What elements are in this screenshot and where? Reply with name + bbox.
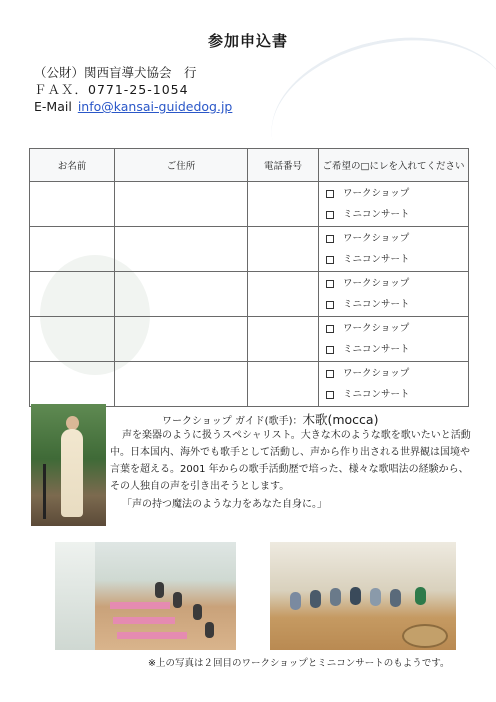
address-field[interactable] [115, 227, 248, 272]
table-row [30, 182, 469, 227]
phone-field[interactable] [248, 272, 319, 317]
yoga-mat [113, 617, 175, 624]
guide-name: 木歌(mocca) [302, 412, 379, 427]
workshop-photo [55, 542, 236, 650]
checkbox-icon[interactable] [326, 370, 334, 378]
option-label: ワークショップ [343, 278, 410, 289]
table-row [30, 317, 469, 362]
address-field[interactable] [115, 182, 248, 227]
concert-photo [270, 542, 456, 650]
workshop-guide-heading [162, 410, 378, 428]
audience-member [350, 587, 361, 605]
singer-head [66, 416, 79, 430]
participant [173, 592, 182, 608]
header-name: お名前 [30, 149, 115, 182]
option-label: ミニコンサート [343, 344, 410, 355]
audience-member [390, 589, 401, 607]
option-workshop[interactable] [320, 228, 467, 249]
choice-cell [319, 317, 469, 362]
guide-dog-bed [402, 624, 448, 648]
checkbox-icon[interactable] [326, 325, 334, 333]
name-field[interactable] [30, 227, 115, 272]
singer-figure [61, 429, 83, 517]
option-label: ミニコンサート [343, 254, 410, 265]
table-row [30, 272, 469, 317]
guide-quote: 「声の持つ魔法のような力をあなた自身に。」 [122, 499, 327, 510]
yoga-mat [117, 632, 187, 639]
participant [205, 622, 214, 638]
checkbox-icon[interactable] [326, 256, 334, 264]
participant [155, 582, 164, 598]
application-table [29, 148, 469, 407]
option-concert[interactable] [320, 249, 467, 270]
header-phone: 電話番号 [248, 149, 319, 182]
address-field[interactable] [115, 272, 248, 317]
email-link[interactable]: info@kansai-guidedog.jp [77, 99, 233, 114]
option-concert[interactable] [320, 204, 467, 225]
guide-label: ワークショップ ガイド(歌手)： [162, 416, 303, 427]
option-workshop[interactable] [320, 183, 467, 204]
option-label: ワークショップ [343, 188, 410, 199]
checkbox-icon[interactable] [326, 211, 334, 219]
participant [193, 604, 202, 620]
audience-member [290, 592, 301, 610]
choice-cell [319, 182, 469, 227]
option-workshop[interactable] [320, 318, 467, 339]
email-label: E-Mail [34, 99, 72, 114]
audience-member [370, 588, 381, 606]
checkbox-icon[interactable] [326, 280, 334, 288]
mic-stand [43, 464, 46, 519]
option-label: ワークショップ [343, 323, 410, 334]
checkbox-icon[interactable] [326, 235, 334, 243]
option-label: ミニコンサート [343, 389, 410, 400]
name-field[interactable] [30, 317, 115, 362]
recipient-fax: ＦＡＸ．0771-25-1054 [34, 82, 189, 97]
checkbox-icon[interactable] [326, 301, 334, 309]
checkbox-icon[interactable] [326, 391, 334, 399]
checkbox-icon[interactable] [326, 346, 334, 354]
phone-field[interactable] [248, 317, 319, 362]
option-label: ミニコンサート [343, 299, 410, 310]
photo-caption: ※上の写真は２回目のワークショップとミニコンサートのもようです。 [148, 658, 450, 669]
address-field[interactable] [115, 362, 248, 407]
option-concert[interactable] [320, 384, 467, 405]
choice-cell [319, 362, 469, 407]
page-title: 参加申込書 [207, 32, 288, 50]
option-label: ミニコンサート [343, 209, 410, 220]
option-concert[interactable] [320, 294, 467, 315]
audience-member [330, 588, 341, 606]
guide-bio: 声を楽器のように扱うスペシャリスト。大きな木のような歌を歌いたいと活動中。日本国内、海外でも歌手として活動し、声から作り出される世界観は国境や言葉を超える。2001 年からの歌手活動歴で培った、様々な歌唱法の経験から、その人独自の声を引き出そうとします。 [110, 430, 471, 492]
choice-cell [319, 272, 469, 317]
audience-member [415, 587, 426, 605]
header-address: ご住所 [115, 149, 248, 182]
table-header-row [30, 149, 469, 182]
checkbox-icon[interactable] [326, 190, 334, 198]
phone-field[interactable] [248, 182, 319, 227]
table-row [30, 362, 469, 407]
phone-field[interactable] [248, 362, 319, 407]
table-row [30, 227, 469, 272]
option-label: ワークショップ [343, 233, 410, 244]
header-choice: ご希望の□にレを入れてください [319, 149, 469, 182]
address-field[interactable] [115, 317, 248, 362]
choice-cell [319, 227, 469, 272]
name-field[interactable] [30, 362, 115, 407]
window [55, 542, 95, 650]
option-label: ワークショップ [343, 368, 410, 379]
name-field[interactable] [30, 182, 115, 227]
option-workshop[interactable] [320, 273, 467, 294]
name-field[interactable] [30, 272, 115, 317]
option-workshop[interactable] [320, 363, 467, 384]
singer-photo [31, 404, 106, 526]
yoga-mat [110, 602, 170, 609]
option-concert[interactable] [320, 339, 467, 360]
audience-member [310, 590, 321, 608]
recipient-email-line [34, 98, 232, 115]
recipient-org: （公財）関西盲導犬協会 行 [34, 65, 197, 80]
phone-field[interactable] [248, 227, 319, 272]
